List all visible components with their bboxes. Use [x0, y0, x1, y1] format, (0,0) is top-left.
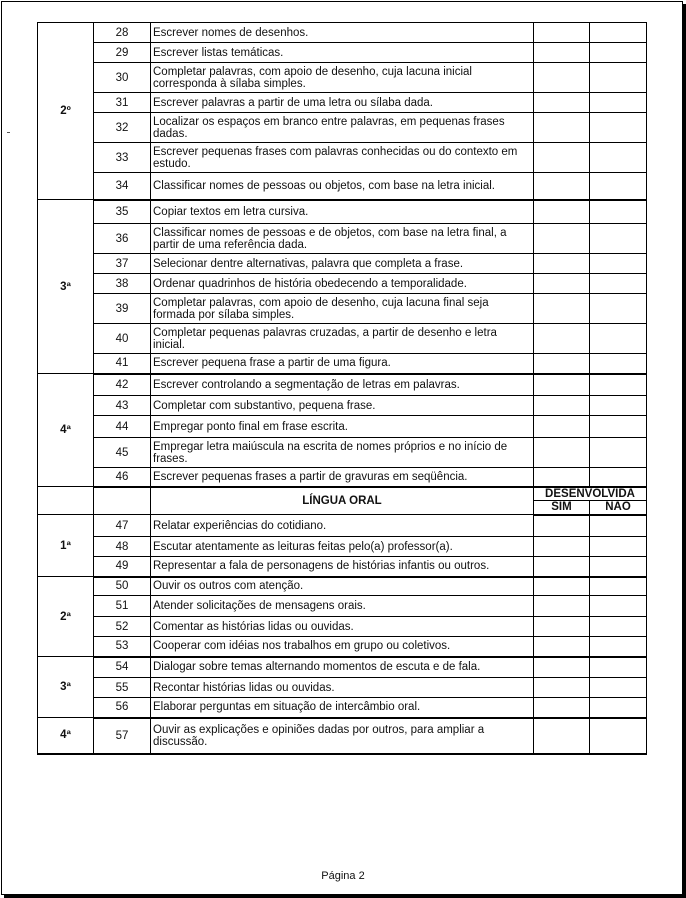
item-description: Escrever nomes de desenhos. — [151, 23, 534, 43]
header-blank-cell — [38, 487, 94, 515]
item-number: 37 — [94, 254, 151, 274]
assessment-table — [37, 22, 647, 755]
item-description: Localizar os espaços em branco entre palavras, em pequenas frases dadas. — [151, 113, 534, 143]
item-number: 29 — [94, 43, 151, 63]
no-checkbox-cell[interactable] — [590, 438, 647, 468]
item-description: Empregar ponto final em frase escrita. — [151, 416, 534, 438]
no-checkbox-cell[interactable] — [590, 396, 647, 416]
item-description: Ouvir as explicações e opiniões dadas por outros, para ampliar a discussão. — [151, 718, 534, 754]
item-description: Classificar nomes de pessoas e de objetos, com base na letra final, a partir de uma referência dada. — [151, 224, 534, 254]
section-header-row — [38, 487, 647, 501]
table-row — [38, 438, 647, 468]
no-checkbox-cell[interactable] — [590, 468, 647, 487]
yes-checkbox-cell[interactable] — [534, 698, 590, 718]
item-description: Escutar atentamente as leituras feitas pelo(a) professor(a). — [151, 537, 534, 557]
table-row — [38, 416, 647, 438]
item-description: Relatar experiências do cotidiano. — [151, 515, 534, 537]
no-checkbox-cell[interactable] — [590, 173, 647, 200]
no-checkbox-cell[interactable] — [590, 537, 647, 557]
item-description: Empregar letra maiúscula na escrita de nomes próprios e no início de frases. — [151, 438, 534, 468]
item-number: 51 — [94, 596, 151, 617]
yes-checkbox-cell[interactable] — [534, 254, 590, 274]
no-checkbox-cell[interactable] — [590, 294, 647, 324]
yes-checkbox-cell[interactable] — [534, 678, 590, 698]
developed-header: DESENVOLVIDA — [534, 487, 647, 501]
grade-label: 1ª — [38, 515, 94, 577]
item-description: Comentar as histórias lidas ou ouvidas. — [151, 617, 534, 637]
page-number: Página 2 — [321, 870, 365, 882]
item-number: 41 — [94, 354, 151, 374]
yes-checkbox-cell[interactable] — [534, 200, 590, 224]
no-header: NÃO — [590, 501, 647, 515]
table-row — [38, 93, 647, 113]
item-number: 33 — [94, 143, 151, 173]
yes-checkbox-cell[interactable] — [534, 468, 590, 487]
no-checkbox-cell[interactable] — [590, 577, 647, 596]
item-description: Recontar histórias lidas ou ouvidas. — [151, 678, 534, 698]
yes-checkbox-cell[interactable] — [534, 557, 590, 577]
item-number: 49 — [94, 557, 151, 577]
yes-checkbox-cell[interactable] — [534, 43, 590, 63]
item-description: Classificar nomes de pessoas ou objetos, com base na letra inicial. — [151, 173, 534, 200]
item-number: 35 — [94, 200, 151, 224]
grade-label: 3ª — [38, 657, 94, 718]
table-row — [38, 23, 647, 43]
no-checkbox-cell[interactable] — [590, 617, 647, 637]
item-number: 39 — [94, 294, 151, 324]
no-checkbox-cell[interactable] — [590, 143, 647, 173]
item-number: 43 — [94, 396, 151, 416]
grade-label: 2ª — [38, 577, 94, 657]
yes-checkbox-cell[interactable] — [534, 93, 590, 113]
table-row — [38, 577, 647, 596]
no-checkbox-cell[interactable] — [590, 718, 647, 754]
no-checkbox-cell[interactable] — [590, 416, 647, 438]
table-row — [38, 468, 647, 487]
item-description: Atender solicitações de mensagens orais. — [151, 596, 534, 617]
item-description: Completar palavras, com apoio de desenho, cuja lacuna final seja formada por sílaba simples. — [151, 294, 534, 324]
grade-label: 3ª — [38, 200, 94, 374]
no-checkbox-cell[interactable] — [590, 274, 647, 294]
item-number: 40 — [94, 324, 151, 354]
yes-checkbox-cell[interactable] — [534, 63, 590, 93]
yes-checkbox-cell[interactable] — [534, 224, 590, 254]
item-description: Escrever listas temáticas. — [151, 43, 534, 63]
yes-checkbox-cell[interactable] — [534, 515, 590, 537]
no-checkbox-cell[interactable] — [590, 43, 647, 63]
item-number: 38 — [94, 274, 151, 294]
no-checkbox-cell[interactable] — [590, 678, 647, 698]
item-description: Elaborar perguntas em situação de intercâmbio oral. — [151, 698, 534, 718]
item-number: 50 — [94, 577, 151, 596]
yes-checkbox-cell[interactable] — [534, 23, 590, 43]
table-row — [38, 43, 647, 63]
item-number: 28 — [94, 23, 151, 43]
no-checkbox-cell[interactable] — [590, 637, 647, 657]
table-row — [38, 63, 647, 93]
table-row — [38, 254, 647, 274]
table-row — [38, 374, 647, 396]
no-checkbox-cell[interactable] — [590, 698, 647, 718]
item-description: Escrever pequenas frases com palavras conhecidas ou do contexto em estudo. — [151, 143, 534, 173]
item-description: Escrever pequena frase a partir de uma figura. — [151, 354, 534, 374]
no-checkbox-cell[interactable] — [590, 354, 647, 374]
item-number: 30 — [94, 63, 151, 93]
no-checkbox-cell[interactable] — [590, 224, 647, 254]
yes-checkbox-cell[interactable] — [534, 416, 590, 438]
table-row — [38, 515, 647, 537]
yes-checkbox-cell[interactable] — [534, 617, 590, 637]
no-checkbox-cell[interactable] — [590, 200, 647, 224]
item-number: 34 — [94, 173, 151, 200]
table-row — [38, 537, 647, 557]
item-number: 52 — [94, 617, 151, 637]
table-row — [38, 173, 647, 200]
no-checkbox-cell[interactable] — [590, 324, 647, 354]
no-checkbox-cell[interactable] — [590, 93, 647, 113]
table-row — [38, 557, 647, 577]
yes-checkbox-cell[interactable] — [534, 374, 590, 396]
stray-mark — [7, 132, 10, 133]
item-number: 36 — [94, 224, 151, 254]
no-checkbox-cell[interactable] — [590, 557, 647, 577]
table-row — [38, 617, 647, 637]
yes-checkbox-cell[interactable] — [534, 294, 590, 324]
item-description: Completar palavras, com apoio de desenho, cuja lacuna inicial corresponda à sílaba simples. — [151, 63, 534, 93]
item-number: 47 — [94, 515, 151, 537]
no-checkbox-cell[interactable] — [590, 657, 647, 678]
item-number: 45 — [94, 438, 151, 468]
item-description: Escrever controlando a segmentação de letras em palavras. — [151, 374, 534, 396]
grade-label: 4ª — [38, 718, 94, 754]
grade-label: 2º — [38, 23, 94, 200]
yes-checkbox-cell[interactable] — [534, 173, 590, 200]
item-number: 31 — [94, 93, 151, 113]
yes-checkbox-cell[interactable] — [534, 354, 590, 374]
yes-checkbox-cell[interactable] — [534, 596, 590, 617]
table-row — [38, 678, 647, 698]
yes-checkbox-cell[interactable] — [534, 324, 590, 354]
item-description: Escrever palavras a partir de uma letra ou sílaba dada. — [151, 93, 534, 113]
item-number: 48 — [94, 537, 151, 557]
item-description: Representar a fala de personagens de histórias infantis ou outros. — [151, 557, 534, 577]
no-checkbox-cell[interactable] — [590, 515, 647, 537]
table-row — [38, 224, 647, 254]
no-checkbox-cell[interactable] — [590, 113, 647, 143]
item-number: 55 — [94, 678, 151, 698]
item-description: Completar pequenas palavras cruzadas, a partir de desenho e letra inicial. — [151, 324, 534, 354]
no-checkbox-cell[interactable] — [590, 23, 647, 43]
yes-checkbox-cell[interactable] — [534, 657, 590, 678]
yes-header: SIM — [534, 501, 590, 515]
yes-checkbox-cell[interactable] — [534, 537, 590, 557]
yes-checkbox-cell[interactable] — [534, 637, 590, 657]
yes-checkbox-cell[interactable] — [534, 274, 590, 294]
item-description: Ordenar quadrinhos de história obedecendo a temporalidade. — [151, 274, 534, 294]
item-number: 46 — [94, 468, 151, 487]
yes-checkbox-cell[interactable] — [534, 143, 590, 173]
table-row — [38, 698, 647, 718]
item-description: Copiar textos em letra cursiva. — [151, 200, 534, 224]
table-row — [38, 113, 647, 143]
item-description: Ouvir os outros com atenção. — [151, 577, 534, 596]
grade-label: 4ª — [38, 374, 94, 487]
item-number: 42 — [94, 374, 151, 396]
no-checkbox-cell[interactable] — [590, 374, 647, 396]
table-row — [38, 324, 647, 354]
item-number: 54 — [94, 657, 151, 678]
table-row — [38, 718, 647, 754]
table-row — [38, 294, 647, 324]
item-number: 57 — [94, 718, 151, 754]
header-blank-cell — [94, 487, 151, 515]
table-row — [38, 637, 647, 657]
section-title: LÍNGUA ORAL — [151, 487, 534, 515]
no-checkbox-cell[interactable] — [590, 254, 647, 274]
table-row — [38, 396, 647, 416]
table-row — [38, 657, 647, 678]
no-checkbox-cell[interactable] — [590, 596, 647, 617]
item-description: Cooperar com idéias nos trabalhos em grupo ou coletivos. — [151, 637, 534, 657]
item-description: Dialogar sobre temas alternando momentos de escuta e de fala. — [151, 657, 534, 678]
item-number: 53 — [94, 637, 151, 657]
no-checkbox-cell[interactable] — [590, 63, 647, 93]
table-row — [38, 200, 647, 224]
table-row — [38, 596, 647, 617]
item-number: 32 — [94, 113, 151, 143]
yes-checkbox-cell[interactable] — [534, 718, 590, 754]
item-number: 44 — [94, 416, 151, 438]
yes-checkbox-cell[interactable] — [534, 438, 590, 468]
table-row — [38, 354, 647, 374]
yes-checkbox-cell[interactable] — [534, 577, 590, 596]
item-description: Completar com substantivo, pequena frase. — [151, 396, 534, 416]
item-number: 56 — [94, 698, 151, 718]
yes-checkbox-cell[interactable] — [534, 113, 590, 143]
item-description: Selecionar dentre alternativas, palavra que completa a frase. — [151, 254, 534, 274]
table-row — [38, 274, 647, 294]
yes-checkbox-cell[interactable] — [534, 396, 590, 416]
table-row — [38, 143, 647, 173]
item-description: Escrever pequenas frases a partir de gravuras em seqüência. — [151, 468, 534, 487]
